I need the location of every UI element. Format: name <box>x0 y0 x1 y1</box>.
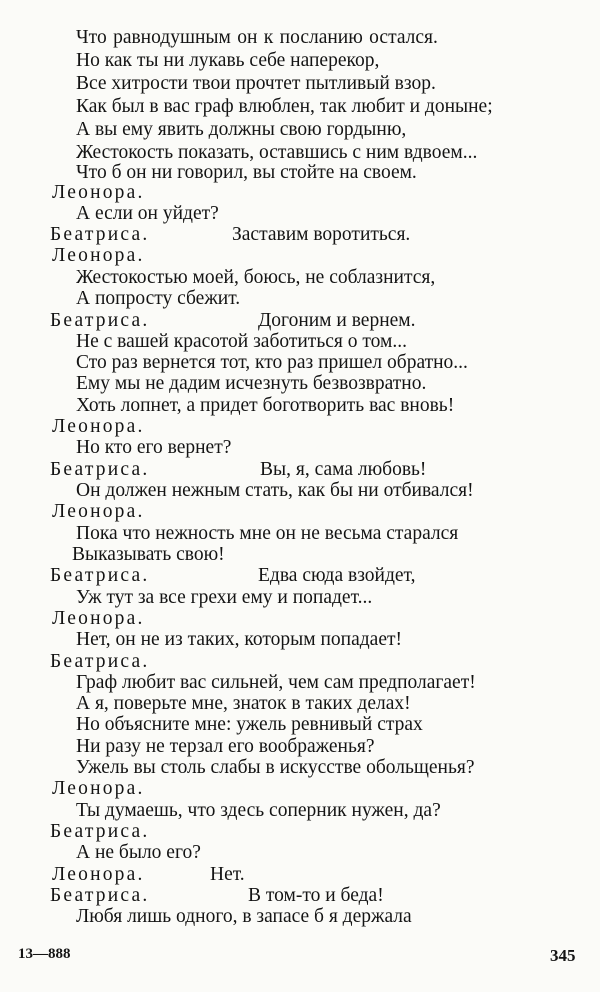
verse-line: А попросту сбежит. <box>76 288 241 309</box>
verse-line: Хоть лопнет, а придет боготворить вас вновь! <box>76 395 455 416</box>
verse-line: Едва сюда взойдет, <box>258 565 416 586</box>
verse-line: Нет. <box>210 864 245 885</box>
speaker-name: Беатриса. <box>50 821 150 842</box>
speaker-name: Леонора. <box>52 501 145 522</box>
verse-line: Любя лишь одного, в запасе б я держала <box>76 906 412 927</box>
verse-line: Выказывать свою! <box>72 544 225 565</box>
verse-line: А если он уйдет? <box>76 203 219 224</box>
verse-line: Ни разу не терзал его воображенья? <box>76 736 375 757</box>
speaker-name: Беатриса. <box>50 651 150 672</box>
verse-line: Но кто его вернет? <box>76 437 232 458</box>
verse-line: Ты думаешь, что здесь соперник нужен, да? <box>76 800 441 821</box>
verse-line: В том-то и беда! <box>248 885 384 906</box>
speaker-name: Леонора. <box>52 182 145 203</box>
page-number: 345 <box>550 946 576 965</box>
verse-line: Как был в вас граф влюблен, так любит и доныне; <box>76 96 493 117</box>
verse-line: А не было его? <box>76 842 201 863</box>
speaker-name: Леонора. <box>52 864 145 885</box>
verse-line: Нет, он не из таких, которым попадает! <box>76 629 402 650</box>
speaker-name: Беатриса. <box>50 310 150 331</box>
verse-line: Заставим воротиться. <box>232 224 411 245</box>
verse-line: Догоним и вернем. <box>258 310 416 331</box>
verse-line: Не с вашей красотой заботиться о том... <box>76 331 407 352</box>
speaker-name: Беатриса. <box>50 885 150 906</box>
verse-line: Уж тут за все грехи ему и попадет... <box>76 587 373 608</box>
speaker-name: Леонора. <box>52 416 145 437</box>
verse-line: Ужель вы столь слабы в искусстве обольщенья? <box>76 757 475 778</box>
speaker-name: Леонора. <box>52 778 145 799</box>
verse-line: Он должен нежным стать, как бы ни отбивался! <box>76 480 474 501</box>
verse-line: Жестокость показать, оставшись с ним вдвоем... <box>76 142 478 163</box>
verse-line: Вы, я, сама любовь! <box>260 459 427 480</box>
verse-line: А вы ему явить должны свою гордыню, <box>76 119 407 140</box>
speaker-name: Беатриса. <box>50 224 150 245</box>
verse-line: Пока что нежность мне он не весьма старался <box>76 523 459 544</box>
verse-line: Ему мы не дадим исчезнуть безвозвратно. <box>76 373 427 394</box>
verse-line: Граф любит вас сильней, чем сам предполагает! <box>76 672 476 693</box>
verse-line: Что равнодушным он к посланию остался. <box>76 27 438 48</box>
speaker-name: Леонора. <box>52 245 145 266</box>
speaker-name: Беатриса. <box>50 565 150 586</box>
verse-line: Но как ты ни лукавь себе наперекор, <box>76 50 380 71</box>
speaker-name: Беатриса. <box>50 459 150 480</box>
verse-line: Жестокостью моей, боюсь, не соблазнится, <box>76 267 436 288</box>
verse-line: Что б он ни говорил, вы стойте на своем. <box>76 162 417 183</box>
verse-line: Все хитрости твои прочтет пытливый взор. <box>76 73 436 94</box>
speaker-name: Леонора. <box>52 608 145 629</box>
verse-line: Сто раз вернется тот, кто раз пришел обратно... <box>76 352 468 373</box>
verse-line: Но объясните мне: ужель ревнивый страх <box>76 714 423 735</box>
printer-signature: 13—888 <box>18 946 71 962</box>
verse-line: А я, поверьте мне, знаток в таких делах! <box>76 693 411 714</box>
